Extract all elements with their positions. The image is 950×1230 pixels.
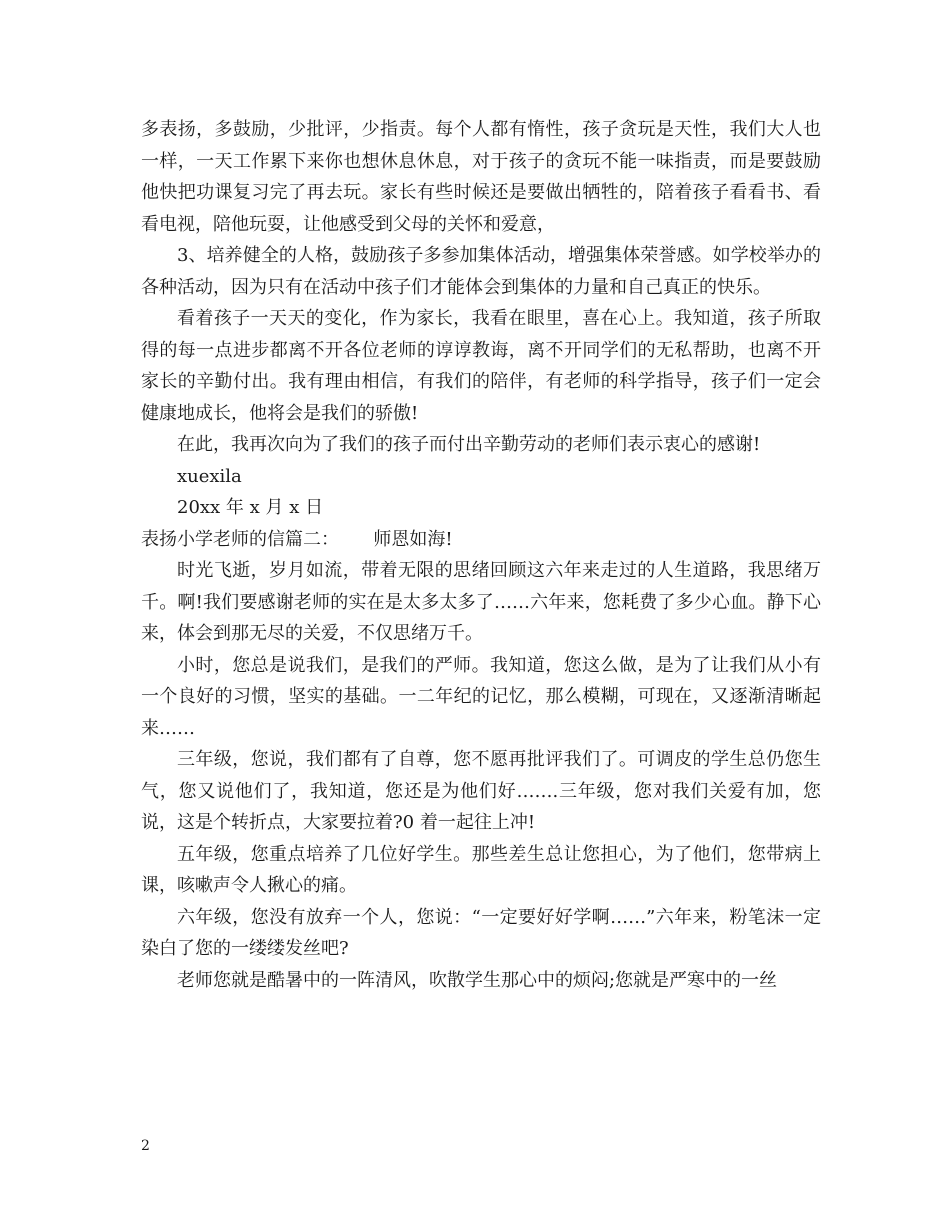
signature-name: xuexila	[177, 465, 242, 487]
paragraph-time-flies: 时光飞逝，岁月如流，带着无限的思绪回顾这六年来走过的人生道路，我思绪万千。啊!我们要感谢老师的实在是太多太多了……六年来，您耗费了多少心血。静下心来，体会到那无尽的关爱，不仅思绪万千。	[141, 560, 821, 644]
paragraph-sixth-grade: 六年级，您没有放弃一个人，您说：“一定要好好学啊……”六年来，粉笔沫一定染白了您的一缕缕发丝吧?	[141, 906, 821, 959]
paragraph-watching-child: 看着孩子一天天的变化，作为家长，我看在眼里，喜在心上。我知道，孩子所取得的每一点进步都离不开各位老师的谆谆教诲，离不开同学们的无私帮助，也离不开家长的辛勤付出。我有理由相信，有我们的陪伴，有老师的科学指导，孩子们一定会健康地成长，他将会是我们的骄傲!	[141, 308, 821, 424]
signature-date: 20xx 年 x 月 x 日	[177, 497, 324, 518]
paragraph-strict-teacher: 小时，您总是说我们，是我们的严师。我知道，您这么做，是为了让我们从小有一个良好的习惯，坚实的基础。一二年纪的记忆，那么模糊，可现在，又逐渐清晰起来……	[141, 654, 821, 739]
paragraph-fifth-grade: 五年级，您重点培养了几位好学生。那些差生总让您担心，为了他们，您带病上课，咳嗽声令人揪心的痛。	[141, 843, 821, 896]
document-body	[141, 114, 821, 996]
paragraph-point-3: 3、培养健全的人格，鼓励孩子多参加集体活动，增强集体荣誉感。如学校举办的各种活动，因为只有在活动中孩子们才能体会到集体的力量和自己真正的快乐。	[141, 245, 821, 298]
paragraph-cool-breeze: 老师您就是酷暑中的一阵清风，吹散学生那心中的烦闷;您就是严寒中的一丝	[177, 969, 778, 991]
page-number: 2	[141, 1138, 150, 1154]
paragraph-third-grade: 三年级，您说，我们都有了自尊，您不愿再批评我们了。可调皮的学生总仍您生气，您又说他们了，我知道，您还是为他们好…….三年级，您对我们关爱有加，您说，这是个转折点，大家要拉着?0 着一起往上冲!	[141, 749, 821, 833]
section-heading-letter-two: 表扬小学老师的信篇二： 师恩如海!	[141, 528, 453, 550]
paragraph-thanks: 在此，我再次向为了我们的孩子而付出辛勤劳动的老师们表示衷心的感谢!	[177, 434, 761, 455]
paragraph-praise-encourage: 多表扬，多鼓励，少批评，少指责。每个人都有惰性，孩子贪玩是天性，我们大人也一样，一天工作累下来你也想休息休息，对于孩子的贪玩不能一味指责，而是要鼓励他快把功课复习完了再去玩。家长有些时候还是要做出牺牲的，陪着孩子看看书、看看电视，陪他玩耍，让他感受到父母的关怀和爱意，	[141, 119, 821, 235]
